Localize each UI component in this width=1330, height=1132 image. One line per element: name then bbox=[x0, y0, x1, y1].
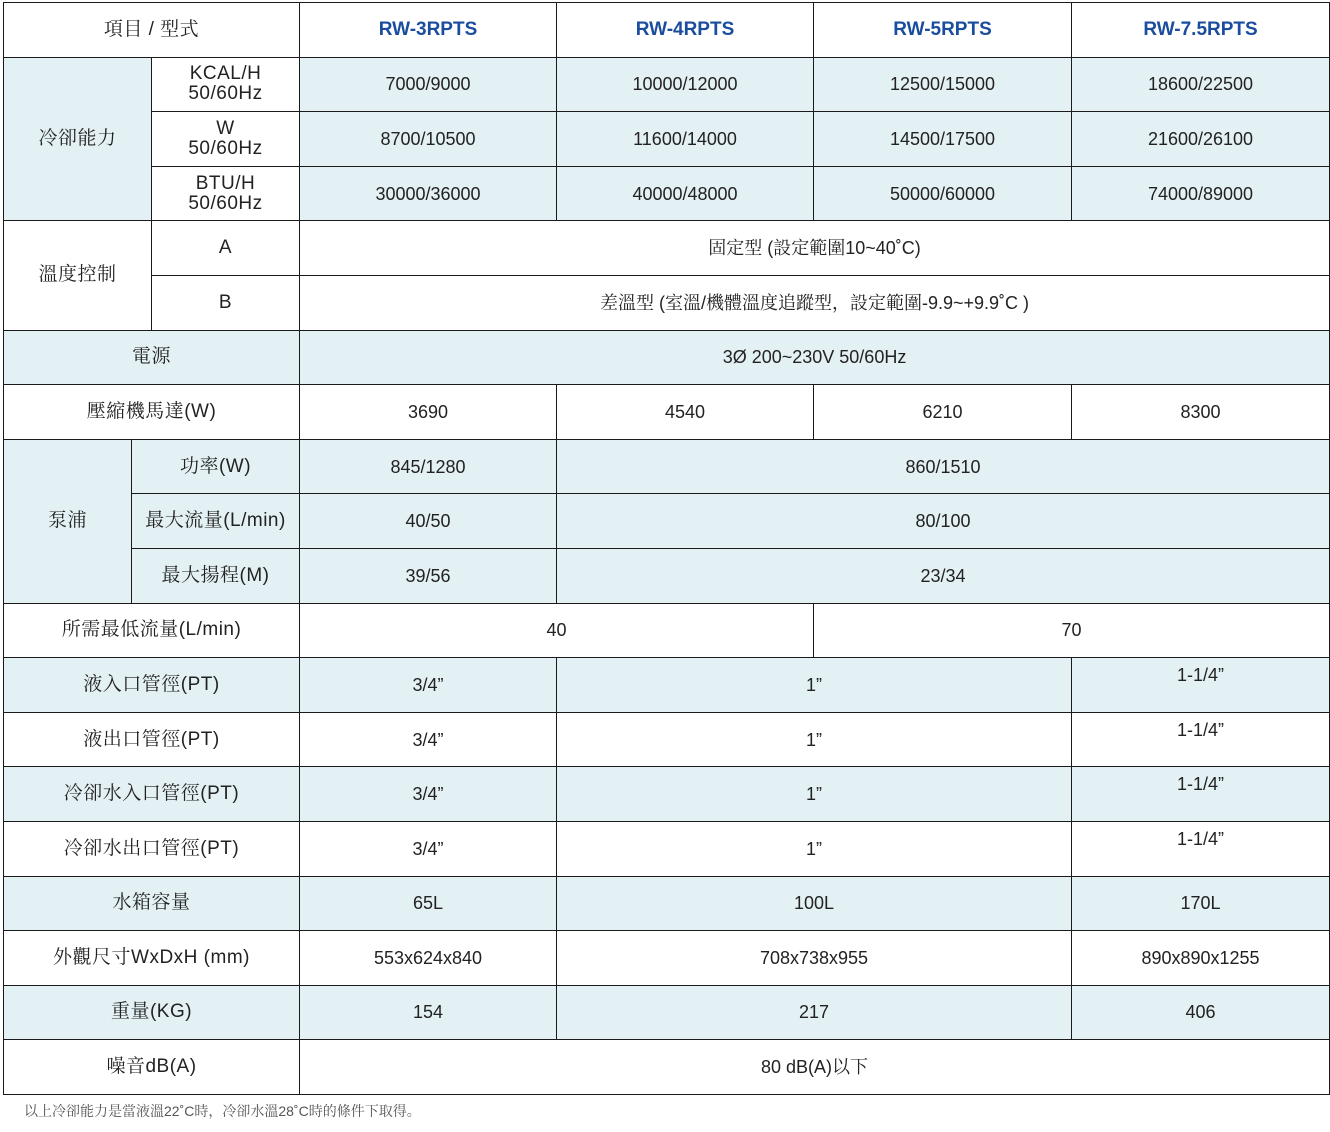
cooling-row-kcal bbox=[4, 57, 1330, 112]
min-flow-row bbox=[4, 603, 1330, 658]
cell: 1-1/4” bbox=[1072, 821, 1330, 876]
power-value: 3Ø 200~230V 50/60Hz bbox=[300, 330, 1330, 385]
pump-label: 泵浦 bbox=[4, 439, 132, 603]
unit-kcal bbox=[152, 57, 300, 112]
temp-control-b-value: 差溫型 (室溫/機體溫度追蹤型，設定範圍-9.9~+9.9˚C ) bbox=[300, 275, 1330, 330]
unit-line: BTU/H bbox=[195, 172, 256, 194]
cell: 74000/89000 bbox=[1072, 166, 1330, 221]
cell: 7000/9000 bbox=[300, 57, 557, 112]
cell: 4540 bbox=[557, 385, 814, 440]
cell: 50000/60000 bbox=[814, 166, 1072, 221]
unit-line: 50/60Hz bbox=[188, 137, 263, 159]
weight-row bbox=[4, 985, 1330, 1040]
pump-row-head bbox=[4, 548, 1330, 603]
temp-control-row-a bbox=[4, 221, 1330, 276]
model-rw-3rpts: RW-3RPTS bbox=[300, 3, 557, 58]
cell: 1” bbox=[557, 712, 1072, 767]
liquid-out-label: 液出口管徑(PT) bbox=[4, 712, 300, 767]
compressor-row bbox=[4, 385, 1330, 440]
cell: 406 bbox=[1072, 985, 1330, 1040]
unit-w bbox=[152, 112, 300, 167]
cell: 18600/22500 bbox=[1072, 57, 1330, 112]
noise-value: 80 dB(A)以下 bbox=[300, 1040, 1330, 1095]
min-flow-label: 所需最低流量(L/min) bbox=[4, 603, 300, 658]
cell: 11600/14000 bbox=[557, 112, 814, 167]
spec-table-container bbox=[3, 2, 1329, 1095]
cell: 1” bbox=[557, 658, 1072, 713]
unit-btu bbox=[152, 166, 300, 221]
cell: 40/50 bbox=[300, 494, 557, 549]
model-rw-4rpts: RW-4RPTS bbox=[557, 3, 814, 58]
cooling-water-in-row bbox=[4, 767, 1330, 822]
pump-head-label: 最大揚程(M) bbox=[132, 548, 300, 603]
tank-row bbox=[4, 876, 1330, 931]
noise-label: 噪音dB(A) bbox=[4, 1040, 300, 1095]
cooling-row-btu bbox=[4, 166, 1330, 221]
cooling-water-out-row bbox=[4, 821, 1330, 876]
cell: 100L bbox=[557, 876, 1072, 931]
cell: 845/1280 bbox=[300, 439, 557, 494]
cell: 154 bbox=[300, 985, 557, 1040]
cell: 39/56 bbox=[300, 548, 557, 603]
tank-label: 水箱容量 bbox=[4, 876, 300, 931]
compressor-label: 壓縮機馬達(W) bbox=[4, 385, 300, 440]
footnote: 以上冷卻能力是當液溫22˚C時，冷卻水溫28˚C時的條件下取得。 bbox=[24, 1103, 421, 1119]
pump-row-power bbox=[4, 439, 1330, 494]
cell: 553x624x840 bbox=[300, 931, 557, 986]
cell: 1” bbox=[557, 767, 1072, 822]
model-rw-7-5rpts: RW-7.5RPTS bbox=[1072, 3, 1330, 58]
cell: 1-1/4” bbox=[1072, 767, 1330, 822]
cooling-water-out-label: 冷卻水出口管徑(PT) bbox=[4, 821, 300, 876]
temp-control-b-label: B bbox=[152, 275, 300, 330]
pump-power-label: 功率(W) bbox=[132, 439, 300, 494]
cell: 3/4” bbox=[300, 658, 557, 713]
noise-row bbox=[4, 1040, 1330, 1095]
pump-flow-label: 最大流量(L/min) bbox=[132, 494, 300, 549]
cell: 23/34 bbox=[557, 548, 1330, 603]
cell: 40 bbox=[300, 603, 814, 658]
header-row bbox=[4, 3, 1330, 58]
weight-label: 重量(KG) bbox=[4, 985, 300, 1040]
unit-line: 50/60Hz bbox=[188, 83, 263, 105]
cell: 860/1510 bbox=[557, 439, 1330, 494]
pump-row-flow bbox=[4, 494, 1330, 549]
temp-control-a-value: 固定型 (設定範圍10~40˚C) bbox=[300, 221, 1330, 276]
cell: 170L bbox=[1072, 876, 1330, 931]
cell: 6210 bbox=[814, 385, 1072, 440]
cell: 14500/17500 bbox=[814, 112, 1072, 167]
cooling-row-w bbox=[4, 112, 1330, 167]
spec-table bbox=[3, 2, 1330, 1095]
cell: 217 bbox=[557, 985, 1072, 1040]
cell: 3/4” bbox=[300, 712, 557, 767]
power-row bbox=[4, 330, 1330, 385]
unit-line: 50/60Hz bbox=[188, 192, 263, 214]
model-rw-5rpts: RW-5RPTS bbox=[814, 3, 1072, 58]
cell: 1-1/4” bbox=[1072, 658, 1330, 713]
cell: 65L bbox=[300, 876, 557, 931]
power-label: 電源 bbox=[4, 330, 300, 385]
cell: 80/100 bbox=[557, 494, 1330, 549]
cell: 10000/12000 bbox=[557, 57, 814, 112]
cell: 3/4” bbox=[300, 767, 557, 822]
dims-row bbox=[4, 931, 1330, 986]
temp-control-a-label: A bbox=[152, 221, 300, 276]
cell: 21600/26100 bbox=[1072, 112, 1330, 167]
cell: 708x738x955 bbox=[557, 931, 1072, 986]
cooling-water-in-label: 冷卻水入口管徑(PT) bbox=[4, 767, 300, 822]
cell: 12500/15000 bbox=[814, 57, 1072, 112]
dims-label: 外觀尺寸WxDxH (mm) bbox=[4, 931, 300, 986]
cell: 40000/48000 bbox=[557, 166, 814, 221]
liquid-in-label: 液入口管徑(PT) bbox=[4, 658, 300, 713]
temp-control-row-b bbox=[4, 275, 1330, 330]
unit-line: W bbox=[216, 117, 235, 139]
cell: 30000/36000 bbox=[300, 166, 557, 221]
temp-control-label: 溫度控制 bbox=[4, 221, 152, 330]
cell: 890x890x1255 bbox=[1072, 931, 1330, 986]
cell: 3/4” bbox=[300, 821, 557, 876]
item-model-label: 項目 / 型式 bbox=[4, 3, 300, 58]
cell: 70 bbox=[814, 603, 1330, 658]
cell: 3690 bbox=[300, 385, 557, 440]
cell: 1-1/4” bbox=[1072, 712, 1330, 767]
cell: 1” bbox=[557, 821, 1072, 876]
cell: 8700/10500 bbox=[300, 112, 557, 167]
unit-line: KCAL/H bbox=[189, 63, 262, 85]
cell: 8300 bbox=[1072, 385, 1330, 440]
cooling-capacity-label: 冷卻能力 bbox=[4, 57, 152, 221]
liquid-in-row bbox=[4, 658, 1330, 713]
liquid-out-row bbox=[4, 712, 1330, 767]
